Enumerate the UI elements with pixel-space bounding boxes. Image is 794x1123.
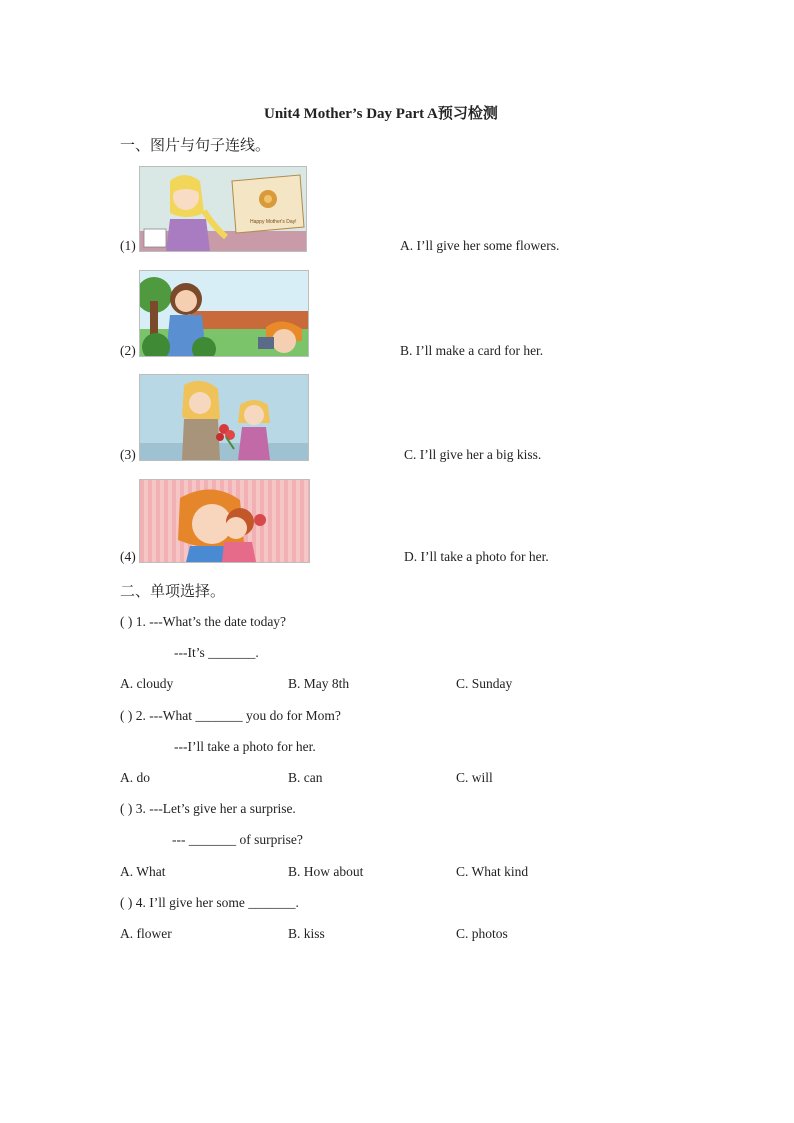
question-2-stem: ( ) 2. ---What _______ you do for Mom?: [120, 708, 341, 723]
picture-giving-flowers: [139, 374, 309, 461]
question-4-option-c: C. photos: [456, 926, 508, 941]
match-sentence-c: C. I’ll give her a big kiss.: [404, 447, 542, 462]
page-title: Unit4 Mother’s Day Part A预习检测: [264, 106, 498, 122]
question-2-reply: ---I’ll take a photo for her.: [174, 739, 316, 754]
picture-big-kiss: [139, 479, 310, 563]
match-sentence-b: B. I’ll make a card for her.: [400, 343, 544, 358]
question-1-option-b: B. May 8th: [288, 676, 350, 691]
item-number: (4): [120, 549, 136, 564]
question-1-stem: ( ) 1. ---What’s the date today?: [120, 614, 287, 629]
question-3-reply: --- _______ of surprise?: [172, 832, 303, 847]
item-number: (1): [120, 238, 136, 253]
picture-girl-making-card: [139, 166, 307, 252]
picture-taking-photo: [139, 270, 309, 357]
card-caption: Happy Mother's Day!: [250, 219, 297, 225]
question-4-option-b: B. kiss: [288, 926, 325, 941]
match-sentence-a: A. I’ll give her some flowers.: [400, 238, 560, 253]
item-number: (3): [120, 447, 136, 462]
section2-heading: 二、单项选择。: [120, 584, 226, 600]
question-3-option-b: B. How about: [288, 864, 364, 879]
question-3-option-a: A. What: [120, 864, 166, 879]
match-sentence-d: D. I’ll take a photo for her.: [404, 549, 549, 564]
question-1-option-a: A. cloudy: [120, 676, 174, 691]
question-2-option-c: C. will: [456, 770, 493, 785]
question-3-stem: ( ) 3. ---Let’s give her a surprise.: [120, 801, 296, 816]
question-3-option-c: C. What kind: [456, 864, 529, 879]
section1-heading: 一、图片与句子连线。: [120, 138, 271, 154]
question-1-reply: ---It’s _______.: [174, 645, 259, 660]
question-4-option-a: A. flower: [120, 926, 172, 941]
item-number: (2): [120, 343, 136, 358]
question-2-option-a: A. do: [120, 770, 150, 785]
question-1-option-c: C. Sunday: [456, 676, 513, 691]
question-4-stem: ( ) 4. I’ll give her some _______.: [120, 895, 299, 910]
question-2-option-b: B. can: [288, 770, 323, 785]
